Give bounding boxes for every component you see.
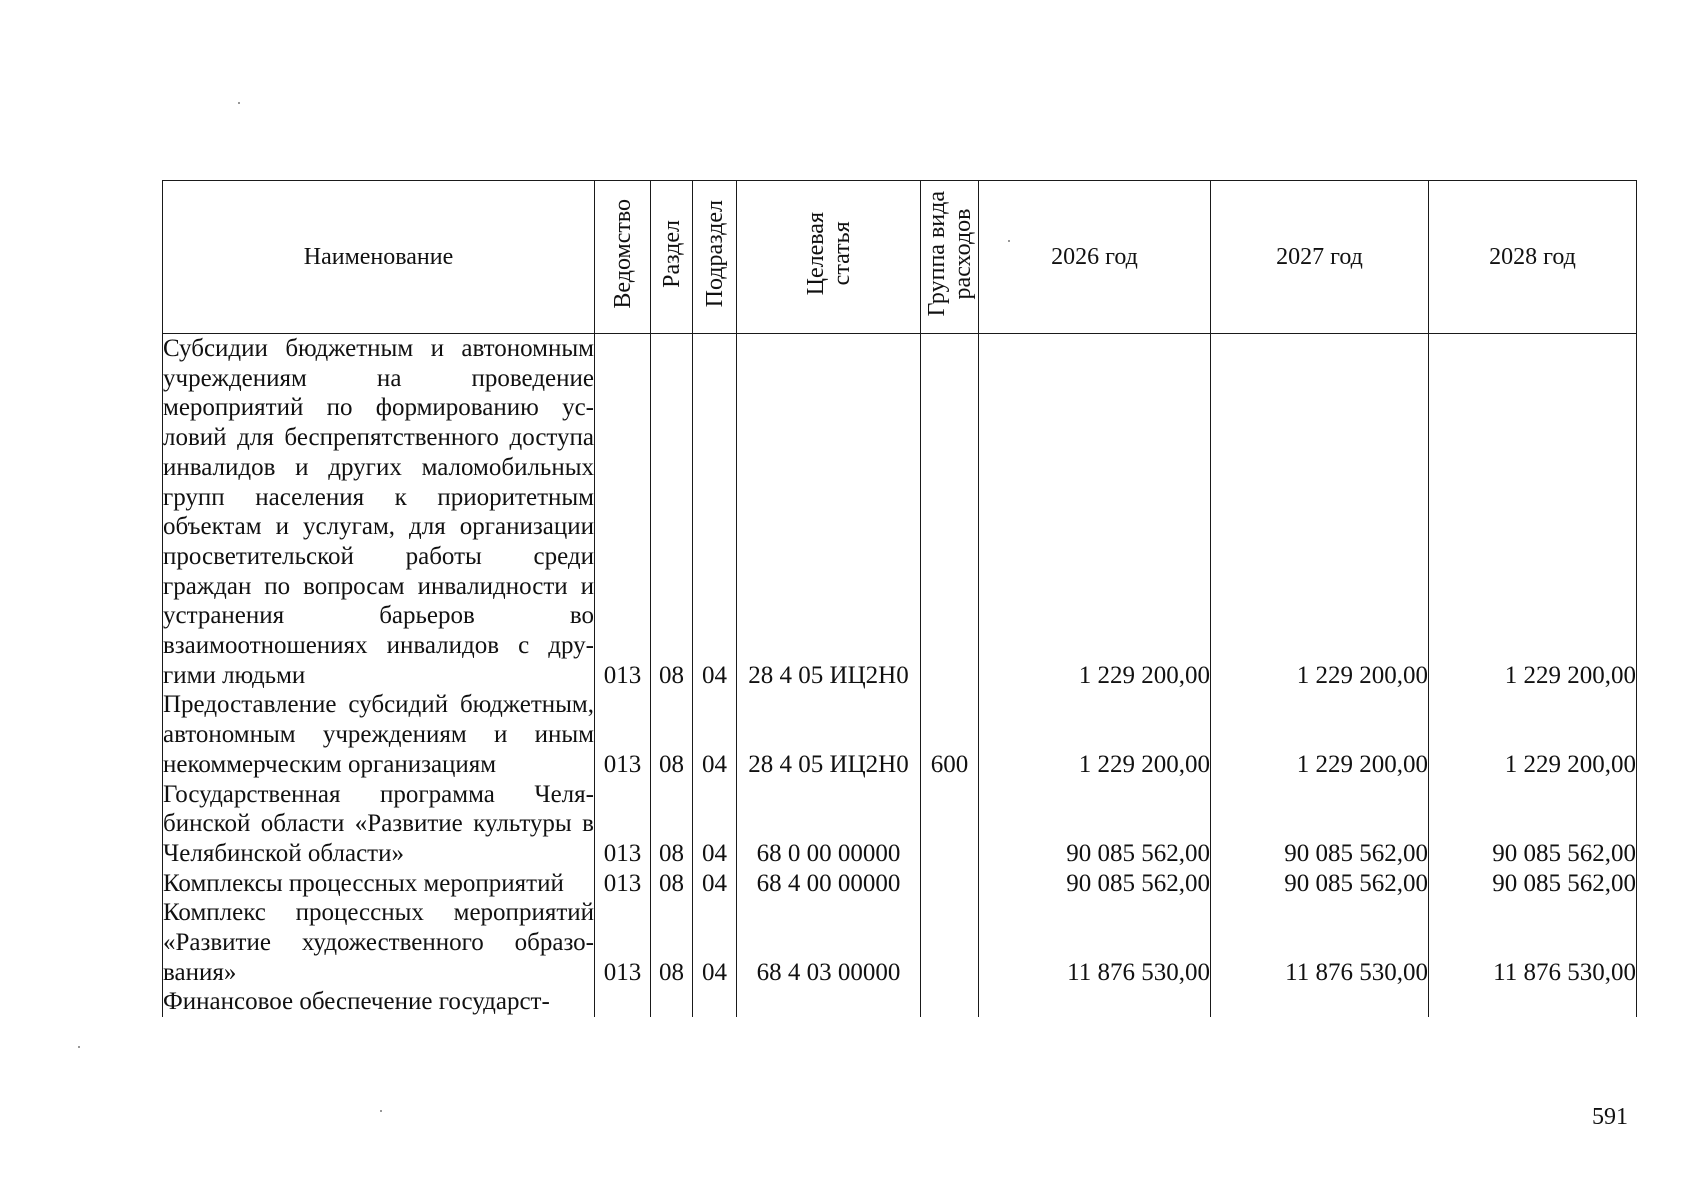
row-2026: 1 229 200,00: [979, 334, 1211, 691]
table-row: [163, 690, 1637, 779]
table-row: [163, 987, 1637, 1017]
row-2028: 90 085 562,00: [1429, 869, 1637, 899]
header-celevaya-line2: статья: [828, 221, 855, 286]
row-celevaya: 68 4 00 00000: [737, 869, 921, 899]
row-vedomstvo: 013: [595, 334, 651, 691]
row-2026: 1 229 200,00: [979, 690, 1211, 779]
row-razdel: [651, 987, 693, 1017]
row-2027: 90 085 562,00: [1211, 780, 1429, 869]
row-razdel: 08: [651, 690, 693, 779]
header-gruppa: [921, 181, 979, 334]
row-celevaya: 68 4 03 00000: [737, 898, 921, 987]
row-celevaya: [737, 987, 921, 1017]
header-razdel-label: Раздел: [658, 219, 685, 288]
table-row: [163, 898, 1637, 987]
row-vedomstvo: 013: [595, 690, 651, 779]
row-2026: [979, 987, 1211, 1017]
header-vedomstvo-label: Ведомство: [609, 198, 636, 309]
table-row: [163, 334, 1637, 691]
header-2028: 2028 год: [1429, 181, 1637, 334]
row-celevaya: 68 0 00 00000: [737, 780, 921, 869]
row-name: Комплекс процессных мероприятий «Развитие художественного образования»: [163, 899, 594, 986]
header-gruppa-line1: Группа вида: [923, 190, 950, 317]
row-gruppa: [921, 898, 979, 987]
header-gruppa-line2: расходов: [949, 208, 976, 299]
row-celevaya: 28 4 05 ИЦ2Н0: [737, 334, 921, 691]
header-razdel: [651, 181, 693, 334]
budget-table: [162, 180, 1637, 1017]
header-vedomstvo: [595, 181, 651, 334]
row-podrazdel: 04: [693, 690, 737, 779]
row-2028: [1429, 987, 1637, 1017]
row-podrazdel: 04: [693, 869, 737, 899]
row-name: Финансовое обеспечение государст-: [163, 987, 595, 1017]
header-celevaya-line1: Целевая: [802, 211, 829, 296]
row-vedomstvo: 013: [595, 780, 651, 869]
header-name: Наименование: [163, 181, 595, 334]
header-celevaya: [737, 181, 921, 334]
row-2027: 11 876 530,00: [1211, 898, 1429, 987]
row-2028: 90 085 562,00: [1429, 780, 1637, 869]
row-vedomstvo: 013: [595, 898, 651, 987]
row-celevaya: 28 4 05 ИЦ2Н0: [737, 690, 921, 779]
scan-speck: [1008, 240, 1010, 242]
row-2028: 1 229 200,00: [1429, 690, 1637, 779]
scan-speck: [238, 102, 240, 104]
row-2027: 1 229 200,00: [1211, 334, 1429, 691]
row-2026: 11 876 530,00: [979, 898, 1211, 987]
row-razdel: 08: [651, 334, 693, 691]
row-2028: 11 876 530,00: [1429, 898, 1637, 987]
row-gruppa: [921, 780, 979, 869]
row-name: Субсидии бюджетным и автономным учреждениям на проведение мероприятий по формированию условий для беспрепятственного доступа инвалидов и других маломобильных групп населения к приоритетным объектам и услугам, для организации просветительской работы среди граждан по вопросам инвалидности и устранения барьеров во взаимоотношениях инвалидов с другими людьми: [163, 335, 594, 689]
row-name: Предоставление субсидий бюджетным, автономным учреждениям и иным некоммерческим организациям: [163, 691, 594, 778]
header-2027: 2027 год: [1211, 181, 1429, 334]
header-podrazdel: [693, 181, 737, 334]
row-gruppa: [921, 987, 979, 1017]
row-2027: [1211, 987, 1429, 1017]
table-row: [163, 780, 1637, 869]
row-2028: 1 229 200,00: [1429, 334, 1637, 691]
row-gruppa: 600: [921, 690, 979, 779]
scan-speck: [78, 1046, 80, 1048]
header-celevaya-label: [803, 212, 855, 295]
row-razdel: 08: [651, 780, 693, 869]
table-row: [163, 869, 1637, 899]
scan-speck: [380, 1110, 382, 1112]
row-2027: 1 229 200,00: [1211, 690, 1429, 779]
row-vedomstvo: 013: [595, 869, 651, 899]
row-gruppa: [921, 869, 979, 899]
header-gruppa-label: [924, 191, 976, 316]
row-name: Комплексы процессных мероприятий: [163, 869, 595, 899]
page-number: 591: [1592, 1104, 1628, 1130]
row-vedomstvo: [595, 987, 651, 1017]
row-podrazdel: 04: [693, 898, 737, 987]
row-razdel: 08: [651, 869, 693, 899]
row-2026: 90 085 562,00: [979, 869, 1211, 899]
row-podrazdel: 04: [693, 334, 737, 691]
row-podrazdel: 04: [693, 780, 737, 869]
row-razdel: 08: [651, 898, 693, 987]
row-name: Государственная программа Челябинской области «Развитие культуры в Челябинской области»: [163, 780, 594, 867]
row-podrazdel: [693, 987, 737, 1017]
row-2027: 90 085 562,00: [1211, 869, 1429, 899]
row-2026: 90 085 562,00: [979, 780, 1211, 869]
table-header-row: [163, 181, 1637, 334]
header-2026: 2026 год: [979, 181, 1211, 334]
header-podrazdel-label: Подраздел: [701, 199, 728, 308]
row-gruppa: [921, 334, 979, 691]
